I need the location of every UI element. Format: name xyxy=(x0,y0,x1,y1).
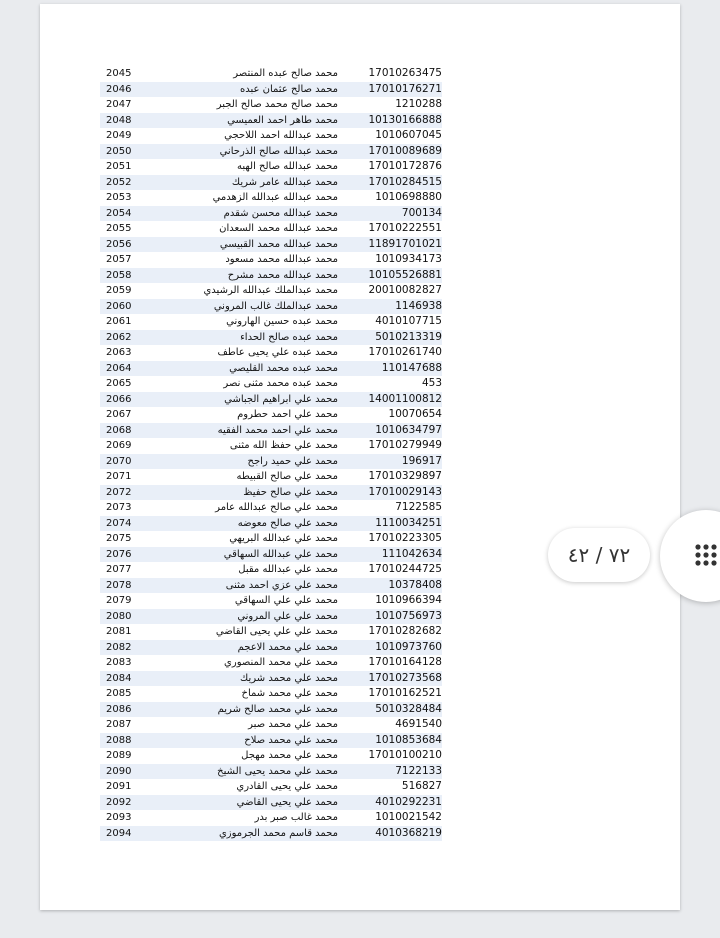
row-id: 11891701021 xyxy=(368,237,442,250)
row-number: 2079 xyxy=(106,595,132,606)
row-id: 10378408 xyxy=(388,578,442,591)
row-number: 2071 xyxy=(106,471,132,482)
row-number: 2070 xyxy=(106,455,132,467)
row-id: 10070654 xyxy=(388,408,442,420)
row-name: محمد عبده حسين الهاروني xyxy=(226,316,338,327)
row-name: محمد عبدالله احمد اللاحجي xyxy=(224,130,338,141)
row-name: محمد علي يحيى القادري xyxy=(236,781,338,792)
row-number: 2084 xyxy=(106,672,132,684)
row-number: 2058 xyxy=(106,269,132,281)
row-id: 17010329897 xyxy=(368,470,442,482)
row-number: 2054 xyxy=(106,207,132,219)
row-number: 2061 xyxy=(106,316,132,327)
row-id: 453 xyxy=(421,377,442,389)
row-name: محمد علي محمد الاعجم xyxy=(237,641,338,653)
row-number: 2073 xyxy=(106,502,132,513)
row-id: 1010973760 xyxy=(375,640,442,653)
row-number: 2068 xyxy=(106,424,132,436)
row-name: محمد علي محمد يحيى الشيخ xyxy=(217,765,338,777)
row-id: 5010328484 xyxy=(375,702,442,715)
row-id: 17010273568 xyxy=(368,671,442,684)
row-id: 1010607045 xyxy=(375,129,442,141)
row-name: محمد عبدالله محمد مسعود xyxy=(225,254,338,265)
table-row xyxy=(100,764,442,780)
table-row xyxy=(100,97,442,113)
table-row xyxy=(100,82,442,98)
row-number: 2066 xyxy=(106,393,132,405)
table-row xyxy=(100,640,442,656)
row-number: 2094 xyxy=(106,827,132,839)
row-number: 2089 xyxy=(106,750,132,761)
row-name: محمد علي ابراهيم الجباشي xyxy=(224,393,338,405)
row-number: 2051 xyxy=(106,161,132,172)
row-name: محمد قاسم محمد الجرموزي xyxy=(218,827,338,839)
row-id: 700134 xyxy=(401,206,442,219)
table-row xyxy=(100,810,442,826)
row-id: 1110034251 xyxy=(375,516,442,529)
table-row xyxy=(100,655,442,671)
row-number: 2072 xyxy=(106,486,132,498)
row-name: محمد علي محمد صالح شريم xyxy=(217,703,338,715)
document-page xyxy=(40,4,680,910)
row-name: محمد علي محمد المنصوري xyxy=(224,657,338,668)
row-number: 2055 xyxy=(106,223,132,234)
table-row xyxy=(100,159,442,175)
row-id: 7122585 xyxy=(395,501,442,513)
row-id: 4691540 xyxy=(395,718,442,730)
row-name: محمد علي صالح حفيظ xyxy=(243,486,338,498)
row-id: 7122133 xyxy=(395,764,442,777)
row-number: 2086 xyxy=(106,703,132,715)
table-row xyxy=(100,826,442,842)
row-number: 2077 xyxy=(106,564,132,575)
table-row xyxy=(100,175,442,191)
row-number: 2063 xyxy=(106,347,132,358)
row-name: محمد صالح محمد صالح الجبر xyxy=(216,99,338,110)
row-number: 2090 xyxy=(106,765,132,777)
row-number: 2048 xyxy=(106,114,132,126)
row-name: محمد عبدالملك عبدالله الرشيدي xyxy=(203,285,338,296)
row-id: 1010634797 xyxy=(375,423,442,436)
table-row xyxy=(100,361,442,377)
row-name: محمد عبدالله محسن شقدم xyxy=(223,207,338,219)
row-name: محمد علي احمد حطروم xyxy=(237,409,338,420)
row-name: محمد علي محمد شريك xyxy=(240,672,338,684)
row-name: محمد عبده علي يحيى عاطف xyxy=(217,347,338,358)
row-id: 17010172876 xyxy=(368,160,442,172)
row-name: محمد عبدالملك غالب المروني xyxy=(213,300,338,312)
row-id: 17010162521 xyxy=(368,687,442,699)
row-name: محمد عبدالله صالح الهبه xyxy=(237,161,338,172)
table-row xyxy=(100,190,442,206)
row-id: 1010021542 xyxy=(375,811,442,823)
row-number: 2081 xyxy=(106,626,132,637)
row-name: محمد علي محمد مهجل xyxy=(241,750,338,761)
row-id: 1010966394 xyxy=(375,594,442,606)
row-number: 2074 xyxy=(106,517,132,529)
row-number: 2065 xyxy=(106,378,132,389)
row-name: محمد عبدالله محمد السعدان xyxy=(219,223,338,234)
row-id: 516827 xyxy=(401,780,442,792)
row-id: 1010756973 xyxy=(375,609,442,622)
row-number: 2080 xyxy=(106,610,132,622)
table-row xyxy=(100,748,442,764)
row-number: 2092 xyxy=(106,796,132,808)
row-id: 10130166888 xyxy=(368,113,442,126)
row-id: 17010164128 xyxy=(368,656,442,668)
row-name: محمد عبده محمد مثنى نصر xyxy=(223,378,338,389)
grid-dots-icon xyxy=(694,543,718,567)
row-name: محمد غالب صبر بدر xyxy=(254,812,338,823)
row-id: 20010082827 xyxy=(368,284,442,296)
row-number: 2064 xyxy=(106,362,132,374)
row-id: 110147688 xyxy=(381,361,442,374)
row-name: محمد علي صالح القبيطه xyxy=(236,471,338,482)
row-name: محمد علي صالح عبدالله عامر xyxy=(215,502,338,513)
row-name: محمد علي علي السهاقي xyxy=(234,595,338,606)
table-row xyxy=(100,562,442,578)
table-row xyxy=(100,609,442,625)
row-number: 2083 xyxy=(106,657,132,668)
page-number-indicator[interactable]: ٧٢ / ٤٢ xyxy=(548,528,650,582)
table-row xyxy=(100,593,442,609)
table-row xyxy=(100,314,442,330)
row-number: 2050 xyxy=(106,145,132,157)
table-row xyxy=(100,671,442,687)
row-name: محمد طاهر احمد العميسي xyxy=(227,114,338,126)
row-id: 17010100210 xyxy=(368,749,442,761)
row-id: 1010698880 xyxy=(375,191,442,203)
row-name: محمد عبدالله محمد القبيسي xyxy=(219,238,338,250)
row-number: 2060 xyxy=(106,300,132,312)
row-id: 17010089689 xyxy=(368,144,442,157)
row-id: 17010279949 xyxy=(368,439,442,451)
row-number: 2069 xyxy=(106,440,132,451)
row-id: 17010029143 xyxy=(368,485,442,498)
row-id: 17010244725 xyxy=(368,563,442,575)
row-name: محمد علي محمد صلاح xyxy=(244,734,338,746)
row-id: 111042634 xyxy=(381,547,442,560)
row-number: 2045 xyxy=(106,68,132,79)
row-id: 1010934173 xyxy=(375,253,442,265)
row-name: محمد علي محمد صبر xyxy=(248,719,338,730)
table-row xyxy=(100,578,442,594)
table-row xyxy=(100,469,442,485)
table-row xyxy=(100,283,442,299)
row-name: محمد علي حفظ الله مثنى xyxy=(229,440,338,451)
row-number: 2047 xyxy=(106,99,132,110)
row-id: 17010223305 xyxy=(368,532,442,544)
row-number: 2062 xyxy=(106,331,132,343)
row-name: محمد علي عبدالله السهاقي xyxy=(223,548,338,560)
table-row xyxy=(100,407,442,423)
table-row xyxy=(100,624,442,640)
row-id: 4010107715 xyxy=(375,315,442,327)
row-number: 2059 xyxy=(106,285,132,296)
row-name: محمد عبدالله عامر شريك xyxy=(231,176,338,188)
table-row xyxy=(100,128,442,144)
row-id: 17010176271 xyxy=(368,82,442,95)
row-id: 17010263475 xyxy=(368,67,442,79)
table-row xyxy=(100,516,442,532)
row-id: 4010368219 xyxy=(375,826,442,839)
row-number: 2085 xyxy=(106,688,132,699)
row-name: محمد عبده محمد القليصي xyxy=(229,362,338,374)
row-number: 2076 xyxy=(106,548,132,560)
row-name: محمد علي حميد راجح xyxy=(247,455,338,467)
row-number: 2046 xyxy=(106,83,132,95)
row-name: محمد علي عبدالله البريهي xyxy=(229,533,338,544)
table-row xyxy=(100,423,442,439)
table-row xyxy=(100,485,442,501)
table-row xyxy=(100,779,442,795)
row-name: محمد علي صالح معوضه xyxy=(237,517,338,529)
row-id: 1010853684 xyxy=(375,733,442,746)
row-id: 5010213319 xyxy=(375,330,442,343)
row-number: 2088 xyxy=(106,734,132,746)
row-name: محمد عبدالله صالح الذرحاني xyxy=(219,145,338,157)
row-name: محمد علي علي المروني xyxy=(237,610,338,622)
row-name: محمد علي محمد شماخ xyxy=(241,688,338,699)
table-row xyxy=(100,206,442,222)
row-id: 17010261740 xyxy=(368,346,442,358)
table-row xyxy=(100,113,442,129)
row-id: 1146938 xyxy=(395,299,442,312)
table-row xyxy=(100,500,442,516)
table-row xyxy=(100,438,442,454)
table-row xyxy=(100,702,442,718)
row-id: 4010292231 xyxy=(375,795,442,808)
row-number: 2049 xyxy=(106,130,132,141)
row-id: 14001100812 xyxy=(368,392,442,405)
row-name: محمد علي عزي احمد مثنى xyxy=(225,579,338,591)
row-name: محمد صالح عثمان عبده xyxy=(239,83,338,95)
table-row xyxy=(100,330,442,346)
table-row xyxy=(100,733,442,749)
row-name: محمد عبدالله عبدالله الزهدمي xyxy=(212,192,338,203)
row-name: محمد عبده صالح الحداء xyxy=(240,331,338,343)
row-number: 2082 xyxy=(106,641,132,653)
row-name: محمد علي احمد محمد الفقيه xyxy=(217,424,338,436)
row-id: 196917 xyxy=(401,454,442,467)
row-name: محمد علي عبدالله مقبل xyxy=(238,564,338,575)
row-number: 2093 xyxy=(106,812,132,823)
row-number: 2067 xyxy=(106,409,132,420)
row-name: محمد علي علي يحيى القاضي xyxy=(215,626,338,637)
row-number: 2053 xyxy=(106,192,132,203)
table-row xyxy=(100,252,442,268)
row-number: 2075 xyxy=(106,533,132,544)
row-id: 10105526881 xyxy=(368,268,442,281)
table-row xyxy=(100,392,442,408)
row-name: محمد صالح عبده المنتصر xyxy=(233,68,338,79)
table-row xyxy=(100,268,442,284)
row-number: 2057 xyxy=(106,254,132,265)
table-row xyxy=(100,454,442,470)
row-id: 17010282682 xyxy=(368,625,442,637)
table-row xyxy=(100,547,442,563)
table-row xyxy=(100,376,442,392)
table-row xyxy=(100,144,442,160)
table-row xyxy=(100,531,442,547)
row-id: 1210288 xyxy=(395,98,442,110)
table-row xyxy=(100,221,442,237)
table-row xyxy=(100,795,442,811)
table-row xyxy=(100,237,442,253)
table-row xyxy=(100,66,442,82)
row-id: 17010222551 xyxy=(368,222,442,234)
row-number: 2052 xyxy=(106,176,132,188)
table-row xyxy=(100,717,442,733)
table-row xyxy=(100,686,442,702)
row-number: 2087 xyxy=(106,719,132,730)
row-number: 2091 xyxy=(106,781,132,792)
row-id: 17010284515 xyxy=(368,175,442,188)
row-number: 2056 xyxy=(106,238,132,250)
row-number: 2078 xyxy=(106,579,132,591)
row-name: محمد عبدالله محمد مشرح xyxy=(227,269,338,281)
table-row xyxy=(100,345,442,361)
table-row xyxy=(100,299,442,315)
row-name: محمد علي يحيى القاضي xyxy=(236,796,338,808)
